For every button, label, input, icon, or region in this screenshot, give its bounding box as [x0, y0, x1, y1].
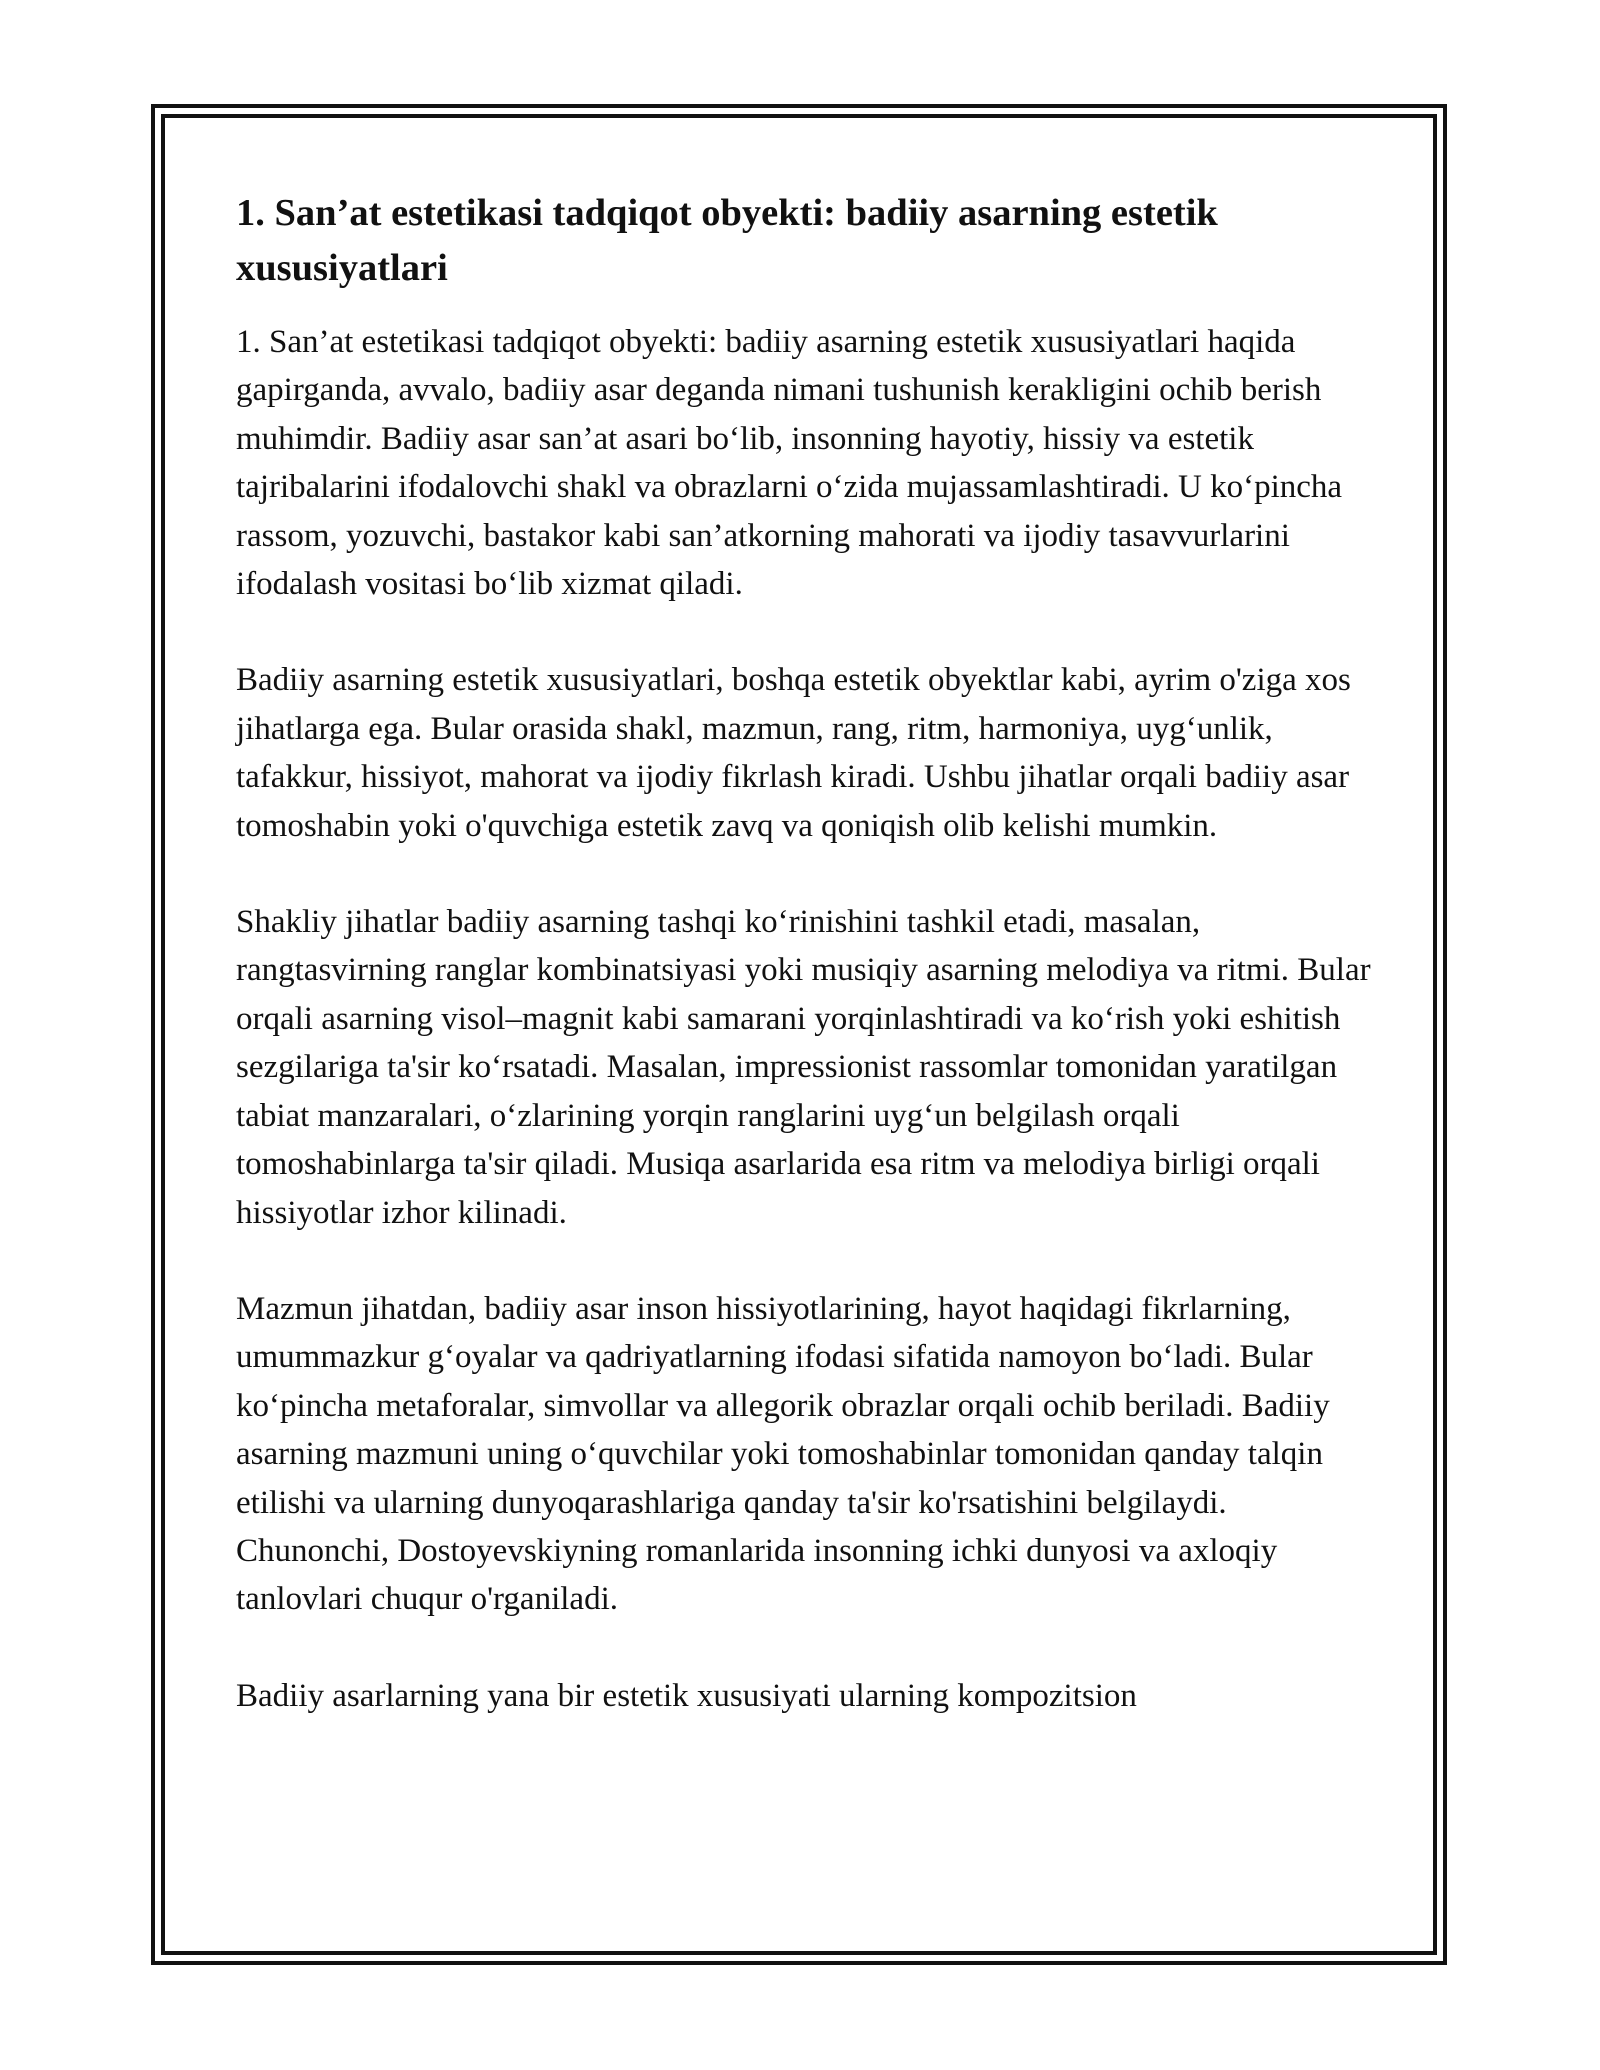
paragraph-content-aspects: Mazmun jihatdan, badiiy asar inson hissiyotlarining, hayot haqidagi fikrlarning, umummazkur g‘oyalar va qadriyatlarning ifodasi sifatida namoyon bo‘ladi. Bular ko‘pincha metaforalar, simvollar va allegorik obrazlar orqali ochib beriladi. Badiiy asarning mazmuni uning o‘quvchilar yoki tomoshabinlar tomonidan qanday talqin etilishi va ularning dunyoqarashlariga qanday ta'sir ko'rsatishini belgilaydi. Chunonchi, Dostoyevskiyning romanlarida insonning ichki dunyosi va axloqiy tanlovlari chuqur o'rganiladi.: [236, 1290, 1330, 1618]
document-heading: 1. San’at estetikasi tadqiqot obyekti: badiiy asarning estetik xususiyatlari: [236, 192, 1218, 289]
paragraph-composition: Badiiy asarlarning yana bir estetik xususiyati ularning kompozitsion: [236, 1677, 1137, 1714]
paragraph-aesthetic-features: Badiiy asarning estetik xususiyatlari, boshqa estetik obyektlar kabi, ayrim o'ziga xos jihatlarga ega. Bular orasida shakl, mazmun, rang, ritm, harmoniya, uyg‘unlik, tafakkur, hissiyot, mahorat va ijodiy fikrlash kiradi. Ushbu jihatlar orqali badiiy asar tomoshabin yoki o'quvchiga estetik zavq va qoniqish olib kelishi mumkin.: [236, 662, 1351, 844]
document-body: [236, 186, 1376, 1768]
paragraph-intro: 1. San’at estetikasi tadqiqot obyekti: badiiy asarning estetik xususiyatlari haqida gapirganda, avvalo, badiiy asar deganda nimani tushunish kerakligini ochib berish muhimdir. Badiiy asar san’at asari bo‘lib, insonning hayotiy, hissiy va estetik tajribalarini ifodalovchi shakl va obrazlarni o‘zida mujassamlashtiradi. U ko‘pincha rassom, yozuvchi, bastakor kabi san’atkorning mahorati va ijodiy tasavvurlarini ifodalash vositasi bo‘lib xizmat qiladi.: [236, 324, 1343, 603]
paragraph-form-aspects: Shakliy jihatlar badiiy asarning tashqi ko‘rinishini tashkil etadi, masalan, rangtasvirning ranglar kombinatsiyasi yoki musiqiy asarning melodiya va ritmi. Bular orqali asarning visol–magnit kabi samarani yorqinlashtiradi va ko‘rish yoki eshitish sezgilariga ta'sir ko‘rsatadi. Masalan, impressionist rassomlar tomonidan yaratilgan tabiat manzaralari, o‘zlarining yorqin ranglarini uyg‘un belgilash orqali tomoshabinlarga ta'sir qiladi. Musiqa asarlarida esa ritm va melodiya birligi orqali hissiyotlar izhor kilinadi.: [236, 904, 1371, 1231]
